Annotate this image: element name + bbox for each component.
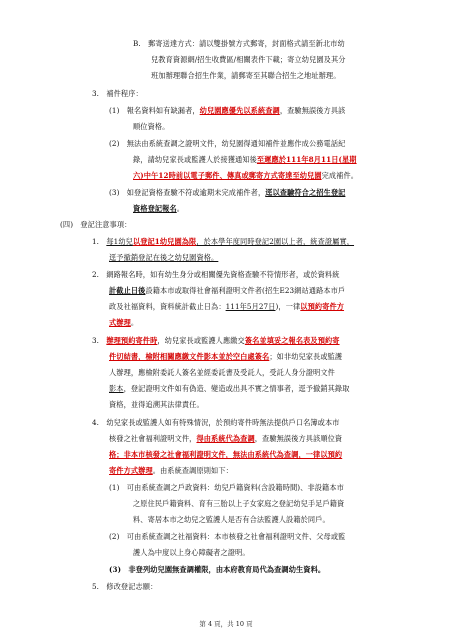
text-segment: ，登記證明文件如有偽造、變造或出具不實之情事者，逕予撤銷其錄取	[123, 384, 350, 393]
text-line	[109, 532, 345, 542]
text-line	[133, 155, 357, 165]
text-segment: 料、寄居本市之幼兒之監護人是否有合法監護人設籍於同戶。	[133, 515, 330, 524]
text-line	[92, 418, 340, 428]
text-segment: (2) 無法由系統查調之證明文件，幼兒園得通知補件並應作成公務電話紀	[109, 139, 346, 148]
text-segment: 資格登記報名	[133, 204, 177, 213]
text-segment: 3.	[92, 336, 107, 345]
text-segment: 順位資格。	[133, 122, 170, 131]
text-segment: 完成補件。	[321, 171, 359, 180]
text-line	[92, 89, 143, 99]
text-line	[109, 106, 345, 116]
text-segment: ，查驗無誤後方具該	[279, 106, 346, 115]
text-segment: (四) 登記注意事項：	[60, 220, 132, 229]
text-segment: 計截止日後	[109, 286, 146, 295]
text-segment: 。由系統查調原則如下：	[152, 466, 233, 475]
text-line	[109, 466, 233, 476]
text-line	[133, 122, 169, 132]
text-segment: 班加辦理聯合招生作業，請郵寄至其聯合招生之地址辦理。	[151, 71, 341, 80]
text-segment: 設籍本市或取得社會福利證明文件者(招生E23網站通路本市戶	[145, 286, 346, 295]
text-line	[109, 450, 342, 460]
text-segment: 格；非本市核發之社會福利證明文件，無法由系統代為查調，一律以預約	[109, 450, 343, 459]
text-segment: (1) 報名資料如有缺漏者，	[109, 106, 200, 115]
text-line	[151, 55, 346, 65]
text-line	[109, 318, 138, 328]
text-segment: 護人為中度以上身心障礙者之證明。	[133, 548, 250, 557]
text-line	[92, 582, 157, 592]
text-segment: 影本	[109, 384, 124, 393]
text-segment: (2) 可由系統查調之社福資料：本市核發之社會福利證明文件、父母或監	[109, 532, 346, 541]
text-segment: 資格，並得追溯其法律責任。	[109, 400, 204, 409]
text-line	[92, 237, 354, 247]
text-segment: 至遲應於111年8月11日(星期	[256, 155, 357, 164]
text-segment: 111年5月27日	[225, 302, 276, 311]
text-segment: 逕予撤銷登記在後之幼兒園資格。	[109, 253, 219, 262]
text-line	[109, 434, 342, 444]
text-segment: 。	[176, 204, 185, 213]
text-line	[133, 499, 344, 509]
text-segment: 。	[130, 318, 139, 327]
text-segment: ，查驗無誤後方具該順位資	[254, 434, 343, 443]
text-segment: 逕以查驗符合之招生登記	[265, 188, 346, 197]
text-line	[92, 336, 340, 346]
text-line	[133, 171, 358, 181]
text-segment: ；如非幼兒家長或監護	[269, 352, 343, 361]
text-segment: (1) 可由系統查調之戶政資料：幼兒戶籍資料(含設籍時間)、非設籍本市	[109, 483, 344, 492]
text-segment: 式辦理	[109, 318, 131, 327]
text-line	[109, 400, 204, 410]
text-line	[109, 253, 218, 263]
text-segment: 以登記1幼兒園為限	[132, 237, 197, 246]
text-segment: 2. 網路報名時，如有幼生身分或相關優先資格查驗不符情形者，或於資料統	[92, 270, 340, 279]
text-segment: 核發之社會福利證明文件，	[109, 434, 197, 443]
text-line	[133, 548, 250, 558]
text-line	[109, 188, 345, 198]
text-segment: 件切結書，檢附相關應繳文件影本並於空白處簽名	[109, 352, 270, 361]
text-segment: 人辦理，應檢附委託人簽名並經委託書及受託人，受託人身分證明文件	[109, 368, 335, 377]
text-line	[133, 204, 184, 214]
text-segment: )，一律	[275, 302, 301, 311]
text-segment: 辦理預約寄件時	[106, 336, 158, 345]
text-segment: 3. 補件程序：	[92, 89, 143, 98]
text-line	[109, 384, 350, 394]
text-segment: 兒教育資源網/招生收費區/相關表件下載；寄立幼兒園及其分	[151, 55, 346, 64]
text-line	[151, 71, 340, 81]
text-line	[109, 565, 325, 575]
text-line	[109, 286, 345, 296]
text-segment: 每1幼兒	[106, 237, 133, 246]
text-line	[109, 352, 342, 362]
text-line	[60, 220, 131, 230]
text-segment: (3) 非登列幼兒園無查調權限，由本府教育局代為查調幼生資料。	[109, 565, 326, 574]
text-line	[109, 483, 344, 493]
text-line	[109, 368, 335, 378]
text-line	[92, 270, 340, 280]
text-line	[109, 302, 344, 312]
text-segment: B. 郵寄送達方式：請以雙掛號方式郵寄，封面格式請至新北市幼	[133, 39, 345, 48]
text-segment: 得由系統代為查調	[196, 434, 255, 443]
text-segment: 4. 幼兒家長或監護人如有特殊情況，於預約寄件時無法提供戶口名簿或本市	[92, 418, 340, 427]
page-footer: 第 4 頁，共 10 頁	[199, 620, 253, 628]
text-line	[133, 515, 330, 525]
text-line	[133, 39, 345, 49]
text-segment: ，幼兒家長或監護人應繳交	[157, 336, 245, 345]
text-segment: 1.	[92, 237, 107, 246]
text-segment: 錄，請幼兒家長或監護人於接獲通知後	[133, 155, 257, 164]
text-segment: 之原住民戶籍資料、育有三胎以上子女家庭之登記幼兒手足戶籍資	[133, 499, 345, 508]
text-segment: 以預約寄件方	[300, 302, 345, 311]
text-segment: 寄件方式辦理	[109, 466, 153, 475]
text-segment: 六)中午12時前以電子郵件、傳真或郵寄方式寄達至幼兒園	[133, 171, 322, 180]
text-line	[109, 139, 345, 149]
text-segment: 幼兒園應優先以系統查調	[199, 106, 280, 115]
text-segment: (3) 如登記資格查驗不符或逾期未完成補件者，	[109, 188, 266, 197]
text-segment: ，於本學年度同時登記2園以上者，統查證屬實，	[196, 237, 355, 246]
text-segment: 政及社福資料，資料統計截止日為：	[109, 302, 226, 311]
text-segment: 5. 修改登記志願：	[92, 582, 158, 591]
text-segment: 簽名並填妥之報名表及預約寄	[244, 336, 340, 345]
